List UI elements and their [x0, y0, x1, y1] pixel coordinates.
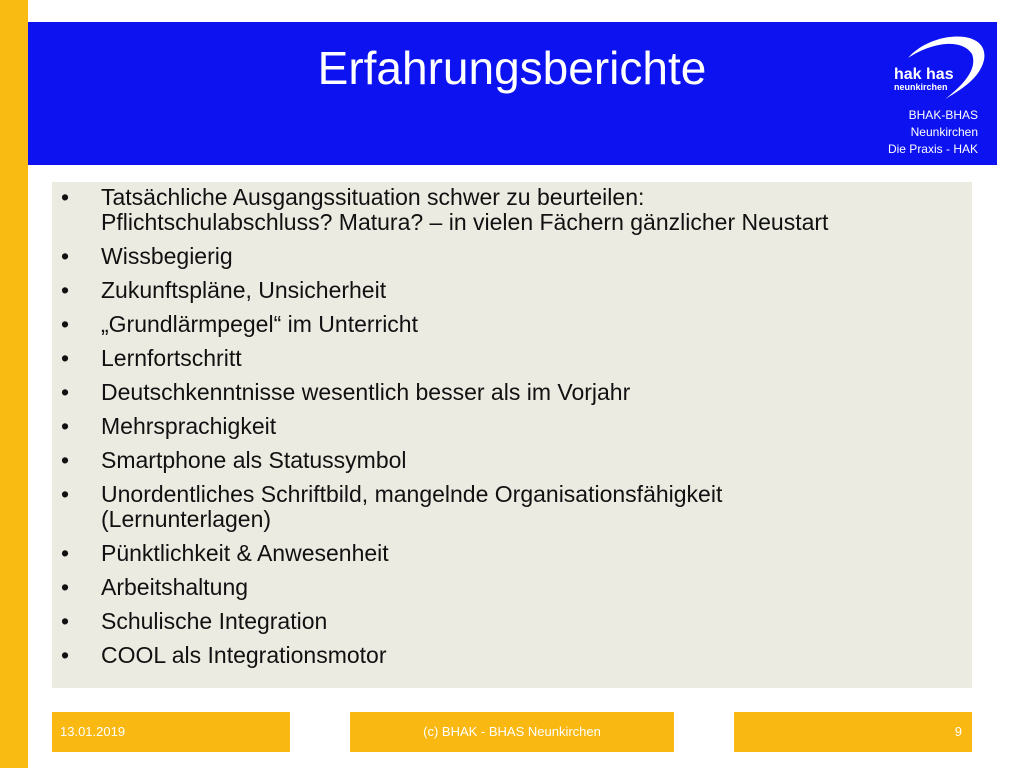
bullet-item: • COOL als Integrationsmotor: [72, 643, 942, 668]
tagline-line: Die Praxis - HAK: [887, 142, 978, 156]
bullet-item: • Deutschkenntnisse wesentlich besser als im Vorjahr: [72, 380, 942, 405]
left-accent-bar: [0, 0, 28, 768]
bullet-item: • Schulische Integration: [72, 609, 942, 634]
slide-title: Erfahrungsberichte: [317, 42, 707, 94]
tagline-line: Neunkirchen: [910, 125, 978, 139]
bullet-item: • Tatsächliche Ausgangssituation schwer zu beurteilen: Pflichtschulabschluss? Matura? – in vielen Fächern gänzlicher Neustart: [72, 185, 942, 235]
hak-has-swoosh-logo-icon: [862, 30, 990, 110]
bullet-item: • Smartphone als Statussymbol: [72, 448, 942, 473]
bullet-item: • Wissbegierig: [72, 244, 942, 269]
bullet-item: • Pünktlichkeit & Anwesenheit: [72, 541, 942, 566]
tagline-line: BHAK-BHAS: [908, 108, 978, 122]
content-panel: [52, 182, 972, 688]
bullet-list: [72, 185, 942, 668]
footer-page-number: 9: [734, 712, 972, 752]
footer-copyright: (c) BHAK - BHAS Neunkirchen: [350, 712, 674, 752]
logo-text-sub: neunkirchen: [894, 82, 948, 92]
footer-date: 13.01.2019: [52, 712, 290, 752]
hak-has-logo: [862, 30, 990, 110]
bullet-item: • „Grundlärmpegel“ im Unterricht: [72, 312, 942, 337]
school-tagline: [888, 107, 978, 158]
bullet-item: • Zukunftspläne, Unsicherheit: [72, 278, 942, 303]
bullet-item: • Mehrsprachigkeit: [72, 414, 942, 439]
bullet-item: • Lernfortschritt: [72, 346, 942, 371]
bullet-item: • Arbeitshaltung: [72, 575, 942, 600]
logo-text-main: hak has: [894, 66, 954, 83]
bullet-item: • Unordentliches Schriftbild, mangelnde Organisationsfähigkeit (Lernunterlagen): [72, 482, 942, 532]
